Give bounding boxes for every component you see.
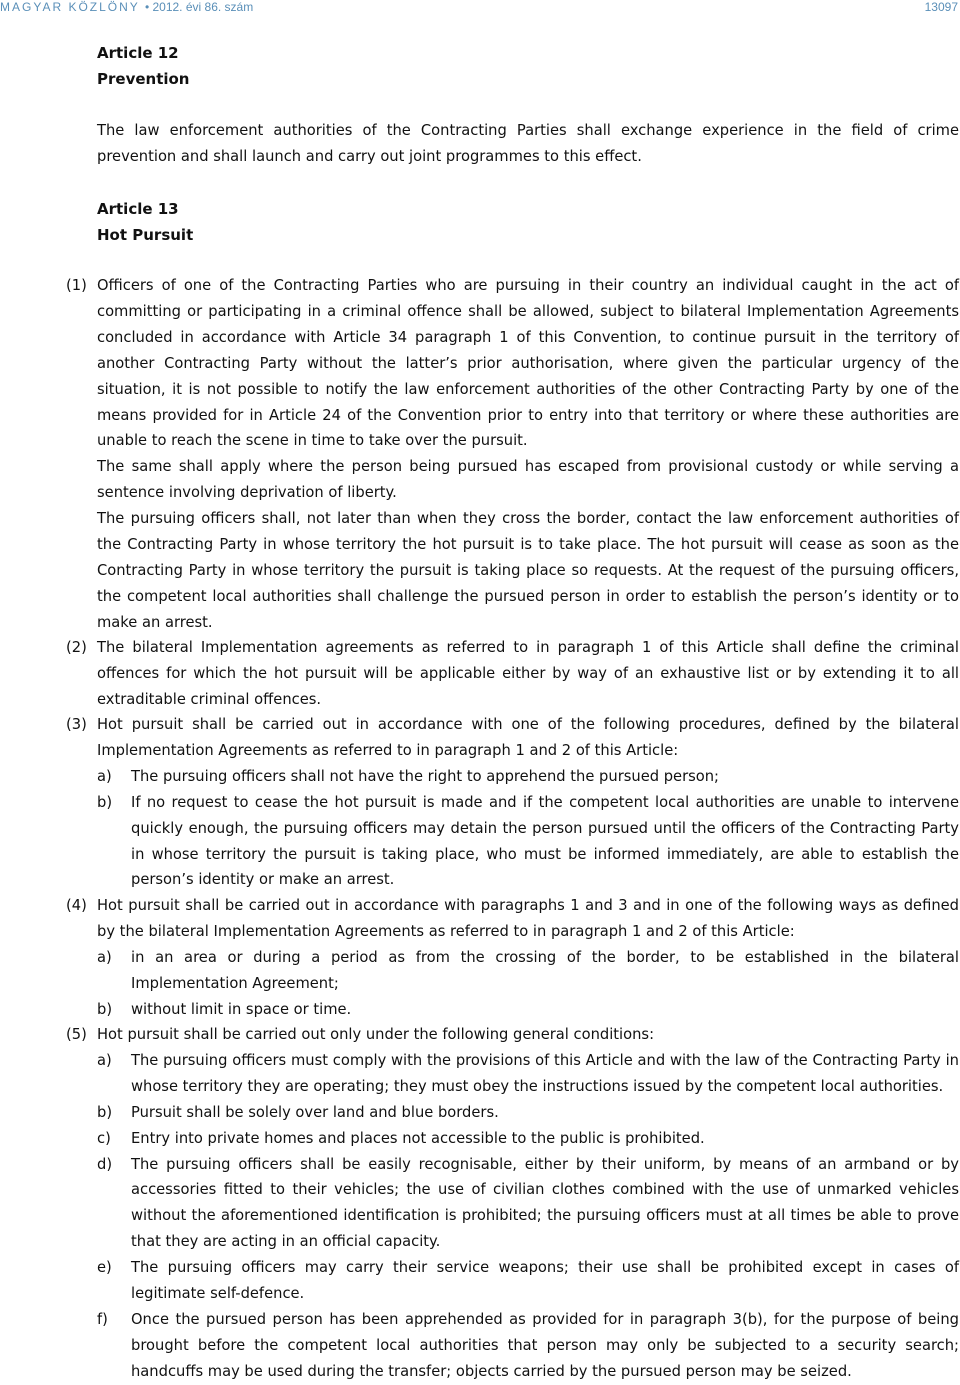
list-item [97, 1100, 959, 1126]
article-12-number: Article 12 [97, 44, 179, 62]
list-item [97, 1255, 959, 1307]
list-item-letter: d) [97, 1155, 113, 1173]
list-item-text: Pursuit shall be solely over land and blue borders. [131, 1103, 499, 1121]
list-item-letter: c) [97, 1129, 111, 1147]
header-journal-info [0, 0, 253, 14]
paragraph-number: (2) [66, 639, 87, 656]
list-item-text: The pursuing officers may carry their service weapons; their use shall be prohibited except in cases of legitimate self-defence. [131, 1259, 959, 1303]
list-item-text: The pursuing officers must comply with the provisions of this Article and with the law of the Contracting Party in whose territory they are operating; they must obey the instructions issued by the competent local authorities. [131, 1051, 959, 1095]
list-item-text: Entry into private homes and places not accessible to the public is prohibited. [131, 1129, 705, 1147]
header-bullet: • [144, 0, 150, 14]
list-item [97, 1307, 959, 1385]
list-item [97, 1152, 959, 1256]
list-item-text: in an area or during a period as from the crossing of the border, to be established in the bilateral Implementation Agreement; [131, 948, 959, 992]
paragraph-number: (1) [66, 277, 87, 294]
paragraph-number: (3) [66, 716, 87, 733]
list-item-text: The pursuing officers shall be easily recognisable, either by their uniform, by means of an armband or by accessories fitted to their vehicles; the use of civilian clothes combined with the use of unmarked vehicles without the aforementioned identification is prohibited; the pursuing officers must at all times be able to prove that they are acting in an official capacity. [131, 1155, 959, 1251]
list-item-letter: a) [97, 1051, 112, 1069]
article-13-number: Article 13 [97, 200, 179, 218]
paragraph-4 [66, 893, 959, 1023]
list-item [97, 1126, 959, 1152]
paragraph-number: (4) [66, 897, 87, 914]
list-item-letter: b) [97, 1103, 113, 1121]
article-13-title: Hot Pursuit [97, 226, 194, 244]
list-item-text: If no request to cease the hot pursuit is made and if the competent local authorities are unable to intervene quickly enough, the pursuing officers may detain the person pursued until the officers of the Contracting Party in whose territory the pursuit is taking place, who must be informed immediately, are able to establish the person’s identity or make an arrest. [131, 793, 959, 889]
paragraph-2 [66, 635, 959, 713]
paragraph-5 [66, 1022, 959, 1385]
list-item [97, 945, 959, 997]
paragraph-4-text: Hot pursuit shall be carried out in accordance with paragraphs 1 and 3 and in one of the following ways as defined by the bilateral Implementation Agreements as referred to in paragraph 1 and 2 of this Article: [97, 897, 959, 940]
list-item-letter: b) [97, 793, 113, 811]
page-number: 13097 [924, 0, 958, 14]
paragraph-1-text-c: The pursuing officers shall, not later than when they cross the border, contact the law enforcement authorities of the Contracting Party in whose territory the hot pursuit is to take place. The hot pursuit will cease as soon as the Contracting Party in whose territory the pursuit is taking place so requests. At the request of the pursuing officers, the competent local authorities shall challenge the pursued person in order to establish the person’s identity or to make an arrest. [97, 510, 959, 631]
list-item-text: The pursuing officers shall not have the right to apprehend the pursued person; [131, 767, 720, 785]
paragraph-3-text: Hot pursuit shall be carried out in accordance with one of the following procedures, defined by the bilateral Implementation Agreements as referred to in paragraph 1 and 2 of this Article: [97, 716, 959, 759]
list-item-text: Once the pursued person has been apprehended as provided for in paragraph 3(b), for the purpose of being brought before the competent local authorities that person may only be subjected to a security search; handcuffs may be used during the transfer; objects carried by the pursued person may be seized. [131, 1310, 959, 1380]
paragraph-number: (5) [66, 1026, 87, 1043]
paragraph-1-text-b: The same shall apply where the person being pursued has escaped from provisional custody or while serving a sentence involving deprivation of liberty. [97, 458, 959, 502]
paragraph-5-text: Hot pursuit shall be carried out only under the following general conditions: [97, 1026, 655, 1043]
list-item [97, 764, 959, 790]
paragraph-1 [66, 273, 959, 636]
paragraph-1-text-a: Officers of one of the Contracting Parties who are pursuing in their country an individual caught in the act of committing or participating in a criminal offence shall be allowed, subject to bilateral Implementation Agreements concluded in accordance with Article 34 paragraph 1 of this Convention, to continue pursuit in the territory of another Contracting Party without the latter’s prior authorisation, where given the particular urgency of the situation, it is not possible to notify the law enforcement authorities of the other Contracting Party by one of the means provided for in Article 24 of the Convention prior to entry into that territory or where these authorities are unable to reach the scene in time to take over the pursuit. [97, 277, 959, 450]
list-item-text: without limit in space or time. [131, 1000, 352, 1018]
issue-info: 2012. évi 86. szám [152, 0, 254, 14]
list-item [97, 790, 959, 894]
page-header [0, 0, 960, 14]
list-item-letter: f) [97, 1310, 108, 1328]
list-item-letter: b) [97, 1000, 113, 1018]
article-12-title: Prevention [97, 70, 190, 88]
article-12-text: The law enforcement authorities of the Contracting Parties shall exchange experience in the field of crime prevention and shall launch and carry out joint programmes to this effect. [97, 122, 959, 165]
paragraph-2-text: The bilateral Implementation agreements as referred to in paragraph 1 of this Article shall define the criminal offences for which the hot pursuit will be applicable either by way of an exhaustive list or by extending it to all extraditable criminal offences. [97, 639, 959, 708]
list-item [97, 997, 959, 1023]
list-item-letter: a) [97, 767, 112, 785]
journal-title: MAGYAR KÖZLÖNY [0, 0, 140, 14]
list-item-letter: a) [97, 948, 112, 966]
paragraph-3 [66, 712, 959, 893]
list-item-letter: e) [97, 1259, 112, 1277]
list-item [97, 1048, 959, 1100]
